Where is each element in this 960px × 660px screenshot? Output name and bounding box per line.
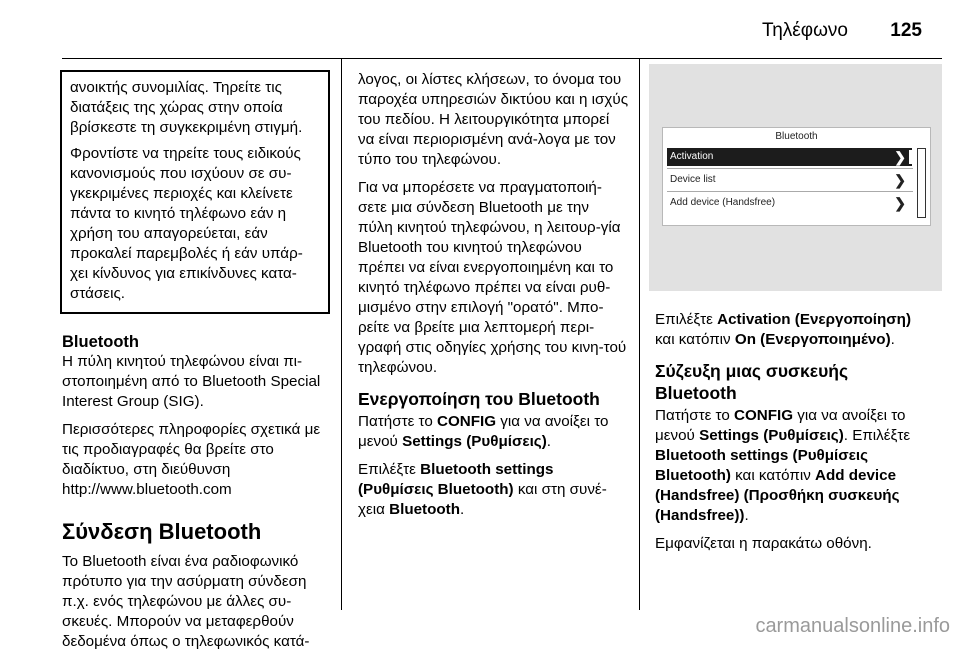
bluetooth-connection-heading: Σύνδεση Bluetooth — [62, 519, 262, 544]
column-divider-2 — [639, 58, 640, 610]
pairing-heading: Σύζευξη μιας συσκευής Bluetooth — [655, 361, 849, 403]
text-run: . Επιλέξτε — [843, 427, 911, 444]
settings-menu-name: Settings (Ρυθμίσεις) — [699, 427, 844, 444]
menu-item-label: Device list — [670, 174, 716, 185]
header-title: Τηλέφωνο — [762, 20, 848, 41]
text-run: Επιλέξτε — [655, 311, 718, 328]
column-3 — [655, 310, 930, 562]
menu-item-add-device[interactable] — [667, 194, 912, 212]
chevron-right-icon: ❯ — [894, 149, 906, 165]
display-screenshot — [649, 64, 942, 291]
bluetooth-para-2 — [62, 420, 330, 500]
text-run: και κατόπιν — [655, 331, 735, 348]
warning-text-2: Φροντίστε να τηρείτε τους ειδικούς κανονισμούς που ισχύουν σε συ‐γκεκριμένες περιοχές και κλείνετε πάντα το κινητό τηλέφωνο εάν η χρήση του απαγορεύεται, εάν προκαλεί παρεμβολές ή εάν υπάρ‐χει κίνδυνος για επικίνδυνες κατα‐στάσεις. — [70, 145, 303, 302]
menu-item-label: Activation — [670, 151, 714, 162]
add-device-name: Add device (Handsfree) (Προσθήκη συσκευής (Handsfree)) — [655, 467, 900, 524]
pairing-para-1 — [655, 406, 930, 526]
activation-para-2 — [358, 460, 628, 520]
text-run: . — [890, 331, 895, 348]
scrollbar-thumb[interactable] — [918, 149, 925, 215]
pairing-para-2: Εμφανίζεται η παρακάτω οθόνη. — [655, 535, 872, 552]
text-run: Πατήστε το — [358, 413, 438, 430]
watermark: carmanualsonline.info — [755, 615, 950, 637]
page-number: 125 — [890, 20, 922, 41]
col2-para-2: Για να μπορέσετε να πραγματοποιή‐σετε μια σύνδεση Bluetooth με την πύλη κινητού τηλεφώνου, η λειτουρ‐γία Bluetooth του κινητού τηλεφώνου πρέπει να είναι ενεργοποιημένη και το κινητό τηλέφωνο πρέπει να είναι ρυθ‐μισμένο στην επιλογή "ορατό". Μπο‐ρείτε να βρείτε μια λεπτομερή περι‐γραφή στις οδηγίες χρήσης του κινη‐τού τηλεφώνου. — [358, 179, 627, 376]
chevron-right-icon: ❯ — [894, 172, 906, 188]
bluetooth-heading: Bluetooth — [62, 333, 139, 351]
warning-text-1: ανοικτής συνομιλίας. Τηρείτε τις διατάξεις της χώρας στην οποία βρίσκεστε τη συγκεκριμένη στιγμή. — [70, 79, 303, 136]
menu-separator — [667, 168, 913, 169]
settings-menu-name: Settings (Ρυθμίσεις) — [402, 433, 547, 450]
column-1 — [62, 70, 330, 660]
column-divider-1 — [341, 58, 342, 610]
warning-box — [60, 70, 330, 314]
bluetooth-url: http://www.bluetooth.com — [62, 481, 232, 498]
chevron-right-icon: ❯ — [894, 195, 906, 211]
bluetooth-item-name: Bluetooth — [389, 501, 460, 518]
bluetooth-menu-screen — [662, 127, 931, 226]
column-2 — [358, 70, 628, 528]
text-run: Επιλέξτε — [358, 461, 421, 478]
header-rule — [62, 58, 942, 59]
text-run: . — [744, 507, 749, 524]
page-header — [0, 0, 960, 62]
config-key: CONFIG — [734, 407, 794, 424]
col3-para-1 — [655, 310, 930, 350]
config-key: CONFIG — [437, 413, 497, 430]
bluetooth-connection-para: Το Bluetooth είναι ένα ραδιοφωνικό πρότυπο για την ασύρματη σύνδεση π.χ. ενός τηλεφώνου με άλλες συ‐σκευές. Μπορούν να μεταφερθούν δεδομένα όπως ο τηλεφωνικός κατά‐ — [62, 553, 310, 650]
screen-title: Bluetooth — [775, 131, 818, 142]
text-run: . — [459, 501, 465, 518]
activation-heading: Ενεργοποίηση του Bluetooth — [358, 389, 600, 409]
text-run: και κατόπιν — [730, 467, 816, 484]
col2-para-1: λογος, οι λίστες κλήσεων, το όνομα του παροχέα υπηρεσιών δικτύου και η ισχύς του πεδίου. Η λειτουργικότητα μπορεί να είναι περιορισμένη ανά‐λογα με τον τύπο του τηλεφώνου. — [358, 71, 629, 168]
text-run: και στη συνέ‐χεια — [358, 481, 607, 518]
text-run: . — [546, 433, 551, 450]
menu-scrollbar[interactable] — [917, 148, 926, 218]
activation-para-1 — [358, 412, 628, 452]
bluetooth-settings-name: Bluetooth settings (Ρυθμίσεις Bluetooth) — [655, 447, 868, 484]
bluetooth-para-2-text: Περισσότερες πληροφορίες σχετικά με τις προδιαγραφές θα βρείτε στο διαδίκτυο, στη διεύθυνση — [62, 421, 321, 478]
menu-separator — [667, 191, 913, 192]
menu-item-device-list[interactable] — [667, 171, 912, 189]
text-run: Πατήστε το — [655, 407, 735, 424]
text-run: για να ανοίξει το μενού — [358, 413, 609, 450]
bluetooth-para-1: Η πύλη κινητού τηλεφώνου είναι πι‐στοποιημένη από το Bluetooth Special Interest Group (SIG). — [62, 353, 321, 410]
menu-item-activation[interactable] — [667, 148, 912, 166]
menu-item-label: Add device (Handsfree) — [670, 197, 776, 208]
text-run: για να ανοίξει το μενού — [655, 407, 906, 444]
activation-option: Activation (Ενεργοποίηση) — [717, 311, 912, 328]
bluetooth-settings-name: Bluetooth settings (Ρυθμίσεις Bluetooth) — [358, 461, 554, 498]
on-option: On (Ενεργοποιημένο) — [734, 331, 891, 348]
